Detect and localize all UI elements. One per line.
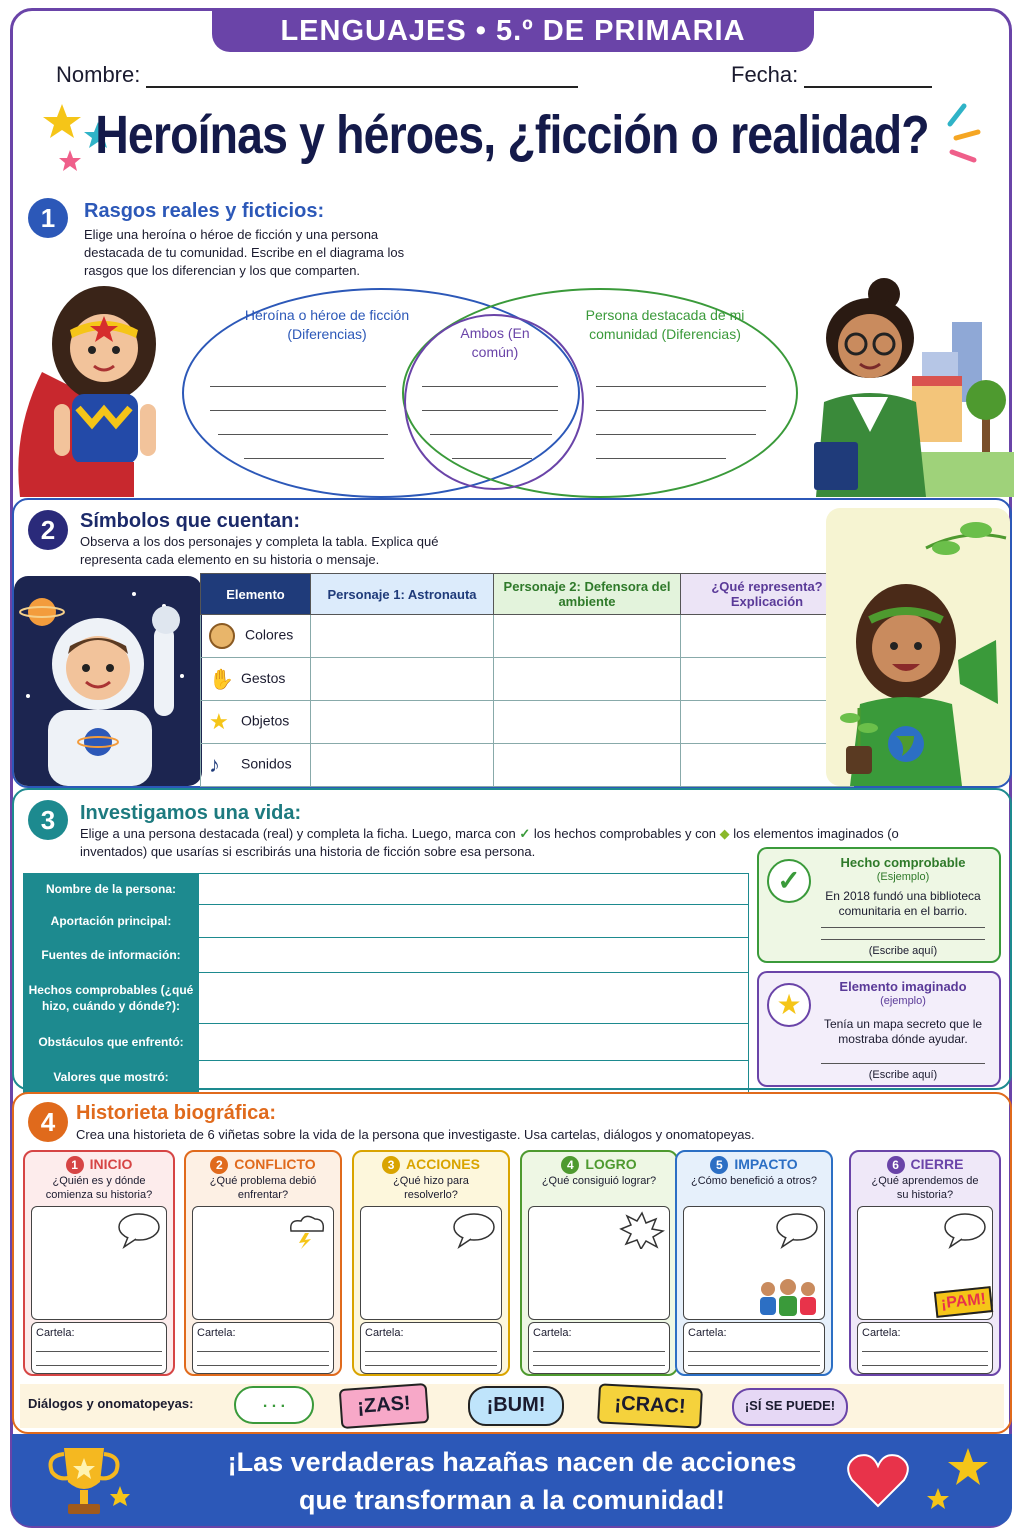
venn-center-label: Ambos (En común) (460, 325, 530, 360)
panel-title: LOGRO (585, 1156, 637, 1172)
research-form-table (23, 873, 749, 1094)
comic-panel-4 (520, 1150, 678, 1376)
table-row (24, 1024, 749, 1061)
date-label: Fecha: (731, 62, 799, 87)
cartela-label: Cartela: (862, 1327, 901, 1339)
fact-card-note: (Escribe aquí) (868, 945, 938, 957)
form-label: Valores que mostró: (24, 1061, 199, 1094)
comic-panel-6 (849, 1150, 1001, 1376)
table-row (201, 701, 854, 744)
subject-header: LENGUAJES • 5.º DE PRIMARIA (212, 8, 814, 52)
speech-bubble-icon (116, 1211, 162, 1249)
onomatopoeia-crac: ¡CRAC! (597, 1383, 703, 1428)
form-label: Aportación principal: (24, 905, 199, 938)
write-line[interactable] (596, 386, 766, 387)
diamond-icon: ◆ (719, 826, 730, 841)
section-3-instructions: Elige a una persona destacada (real) y completa la ficha. Luego, marca con ✓ los hechos comprobables y con ◆ los elementos imaginados (o inventados) que usarías si escribirás una historia de ficción sobre esa persona. (80, 826, 899, 859)
panel-question: ¿Cómo benefició a otros? (691, 1175, 817, 1187)
table-row (24, 973, 749, 1024)
write-line[interactable] (197, 1351, 329, 1352)
fact-example-card (757, 847, 1001, 963)
speech-bubble-icon (451, 1211, 497, 1249)
form-input[interactable] (199, 973, 749, 1024)
table-cell[interactable] (494, 615, 681, 658)
imagined-card-sub: (ejemplo) (880, 995, 926, 1007)
section-2-instructions: Observa a los dos personajes y completa la tabla. Explica qué representa cada elemento en su historia o mensaje. (80, 534, 439, 567)
panel-header (186, 1156, 340, 1202)
section-2 (12, 498, 1012, 788)
cartela-label: Cartela: (688, 1327, 727, 1339)
panel-drawing-area[interactable] (192, 1206, 334, 1320)
comic-panel-5 (675, 1150, 833, 1376)
form-input[interactable] (199, 1024, 749, 1061)
write-line[interactable] (596, 434, 756, 435)
panel-caption-box[interactable] (683, 1322, 825, 1374)
panel-drawing-area[interactable] (528, 1206, 670, 1320)
panel-number: 4 (561, 1156, 579, 1174)
trophy-icon (40, 1442, 130, 1520)
superhero-illustration-icon (12, 282, 202, 497)
heart-stars-icon (842, 1444, 1002, 1520)
imagined-card-text: Tenía un mapa secreto que le mostraba dónde ayudar. (823, 1017, 983, 1046)
panel-number: 2 (210, 1156, 228, 1174)
write-line[interactable] (821, 1063, 985, 1064)
people-icon (756, 1277, 820, 1317)
cartela-label: Cartela: (533, 1327, 572, 1339)
form-label: Obstáculos que enfrentó: (24, 1024, 199, 1061)
row-label-gestures: ✋ Gestos (201, 658, 311, 701)
write-line[interactable] (862, 1365, 988, 1366)
motivational-banner (12, 1434, 1012, 1526)
speech-bubble-icon (942, 1211, 988, 1249)
imagined-card-title: Elemento imaginado (839, 979, 967, 994)
community-person-illustration-icon (802, 272, 1014, 497)
write-line[interactable] (430, 434, 552, 435)
form-input[interactable] (199, 938, 749, 973)
pam-burst: ¡PAM! (934, 1286, 993, 1318)
panel-question: ¿Qué hizo para resolverlo? (393, 1175, 469, 1201)
environmentalist-illustration-icon (826, 508, 1010, 786)
table-row (201, 658, 854, 701)
section-4-number: 4 (28, 1102, 68, 1142)
venn-right-label: Persona destacada de mi comunidad (Diferencias) (585, 307, 745, 342)
symbols-header-character1: Personaje 1: Astronauta (311, 574, 494, 615)
venn-left-label: Heroína o héroe de ficción (Diferencias) (244, 307, 410, 342)
panel-question: ¿Qué aprendemos de su historia? (871, 1175, 979, 1201)
onomatopoeia-zas: ¡ZAS! (339, 1383, 430, 1429)
table-cell[interactable] (311, 658, 494, 701)
symbols-table (200, 573, 854, 787)
write-line[interactable] (533, 1365, 665, 1366)
panel-caption-box[interactable] (857, 1322, 993, 1374)
row-label-objects: ★ Objetos (201, 701, 311, 744)
form-input[interactable] (199, 905, 749, 938)
row-label-colors: Colores (201, 615, 311, 658)
fact-card-sub: (Esjemplo) (876, 871, 930, 883)
write-line[interactable] (218, 434, 388, 435)
panel-caption-box[interactable] (192, 1322, 334, 1374)
panel-drawing-area[interactable] (31, 1206, 167, 1320)
panel-number: 6 (887, 1156, 905, 1174)
name-line[interactable] (146, 64, 578, 88)
panel-question: ¿Qué problema debió enfrentar? (209, 1175, 317, 1201)
onomatopoeia-bum: ¡BUM! (468, 1386, 564, 1426)
table-row (24, 938, 749, 973)
table-row (201, 744, 854, 787)
checkmark-icon: ✓ (767, 859, 811, 903)
table-cell[interactable] (494, 701, 681, 744)
panel-header (677, 1156, 831, 1188)
date-field[interactable] (731, 62, 932, 88)
fact-card-title: Hecho comprobable (840, 855, 966, 870)
section-4-title: Historieta biográfica: (76, 1102, 277, 1124)
write-line[interactable] (688, 1351, 820, 1352)
table-row (24, 874, 749, 905)
panel-caption-box[interactable] (528, 1322, 670, 1374)
write-line[interactable] (821, 927, 985, 928)
hand-icon: ✋ (209, 668, 234, 691)
write-line[interactable] (821, 939, 985, 940)
panel-drawing-area[interactable] (683, 1206, 825, 1320)
panel-header (354, 1156, 508, 1202)
panel-title: CONFLICTO (234, 1156, 316, 1172)
astronaut-illustration-icon (14, 576, 202, 786)
banner-line-2: que transforman a la comunidad! (298, 1485, 726, 1515)
imagined-card-note: (Escribe aquí) (868, 1069, 938, 1081)
panel-question: ¿Qué consiguió lograr? (541, 1175, 657, 1187)
section-1-number: 1 (28, 198, 68, 238)
form-label: Hechos comprobables (¿qué hizo, cuándo y dónde?): (24, 973, 199, 1024)
name-label: Nombre: (56, 62, 141, 87)
section-2-title: Símbolos que cuentan: (80, 510, 301, 532)
cartela-label: Cartela: (197, 1327, 236, 1339)
banner-line-1: ¡Las verdaderas hazañas nacen de acciones (227, 1447, 797, 1477)
star-icon: ★ (767, 983, 811, 1027)
panel-title: ACCIONES (406, 1156, 480, 1172)
dialog-label: Diálogos y onomatopeyas: (28, 1396, 194, 1411)
write-line[interactable] (244, 458, 384, 459)
palette-icon (209, 623, 235, 649)
table-cell[interactable] (494, 658, 681, 701)
panel-header (851, 1156, 999, 1202)
section-3-title: Investigamos una vida: (80, 802, 302, 824)
row-label-sounds: ♪ Sonidos (201, 744, 311, 787)
write-line[interactable] (210, 386, 386, 387)
table-cell[interactable] (311, 615, 494, 658)
symbols-header-element: Elemento (201, 574, 311, 615)
speech-bubble-icon (774, 1211, 820, 1249)
cartela-label: Cartela: (365, 1327, 404, 1339)
form-input[interactable] (199, 1061, 749, 1094)
write-line[interactable] (210, 410, 386, 411)
write-line[interactable] (596, 458, 726, 459)
symbols-header-character2: Personaje 2: Defensora del ambiente (494, 574, 681, 615)
panel-question: ¿Quién es y dónde comienza su historia? (45, 1175, 153, 1201)
section-1 (12, 190, 1012, 500)
speech-bubble-icon: . . . (234, 1386, 314, 1424)
write-line[interactable] (533, 1351, 665, 1352)
name-field[interactable] (56, 62, 578, 88)
section-2-number: 2 (28, 510, 68, 550)
table-row (24, 1061, 749, 1094)
write-line[interactable] (365, 1365, 497, 1366)
panel-drawing-area[interactable] (360, 1206, 502, 1320)
section-3-number: 3 (28, 800, 68, 840)
write-line[interactable] (365, 1351, 497, 1352)
form-input[interactable] (199, 874, 749, 905)
write-line[interactable] (422, 410, 558, 411)
table-cell[interactable] (311, 701, 494, 744)
date-line[interactable] (804, 64, 932, 88)
table-cell[interactable] (311, 744, 494, 787)
form-label: Nombre de la persona: (24, 874, 199, 905)
panel-title: IMPACTO (734, 1156, 798, 1172)
write-line[interactable] (422, 386, 558, 387)
storm-cloud-icon (283, 1211, 329, 1249)
comic-panel-2 (184, 1150, 342, 1376)
fact-card-text: En 2018 fundó una biblioteca comunitaria en el barrio. (825, 889, 981, 918)
panel-header (522, 1156, 676, 1188)
write-line[interactable] (452, 458, 532, 459)
form-label: Fuentes de información: (24, 938, 199, 973)
write-line[interactable] (862, 1351, 988, 1352)
section-4-instructions: Crea una historieta de 6 viñetas sobre la vida de la persona que investigaste. Usa cartelas, diálogos y onomatopeyas. (76, 1127, 755, 1142)
comic-panel-3 (352, 1150, 510, 1376)
write-line[interactable] (688, 1365, 820, 1366)
panel-caption-box[interactable] (360, 1322, 502, 1374)
panel-drawing-area[interactable] (857, 1206, 993, 1320)
panel-caption-box[interactable] (31, 1322, 167, 1374)
comic-panel-1 (23, 1150, 175, 1376)
music-note-icon: ♪ (209, 752, 220, 777)
write-line[interactable] (36, 1351, 162, 1352)
write-line[interactable] (197, 1365, 329, 1366)
table-row (201, 615, 854, 658)
explosion-bubble-icon (619, 1211, 665, 1249)
imagined-example-card (757, 971, 1001, 1087)
section-1-instructions: Elige una heroína o héroe de ficción y una persona destacada de tu comunidad. Escribe en el diagrama los rasgos que los diferencian y los que comparten. (84, 227, 405, 278)
checkmark-icon: ✓ (519, 826, 531, 841)
panel-number: 1 (66, 1156, 84, 1174)
write-line[interactable] (596, 410, 766, 411)
panel-title: INICIO (89, 1156, 133, 1172)
section-1-title: Rasgos reales y ficticios: (84, 200, 325, 222)
star-icon: ★ (209, 709, 229, 734)
panel-title: CIERRE (910, 1156, 964, 1172)
symbols-header-explanation: ¿Qué representa? Explicación (681, 574, 854, 615)
panel-number: 5 (710, 1156, 728, 1174)
page-title: Heroínas y héroes, ¿ficción o realidad? (95, 105, 929, 165)
cartela-label: Cartela: (36, 1327, 75, 1339)
onomatopoeia-si-se-puede: ¡SÍ SE PUEDE! (732, 1388, 848, 1426)
panel-number: 3 (382, 1156, 400, 1174)
table-row (24, 905, 749, 938)
write-line[interactable] (36, 1365, 162, 1366)
panel-header (25, 1156, 173, 1202)
table-cell[interactable] (494, 744, 681, 787)
